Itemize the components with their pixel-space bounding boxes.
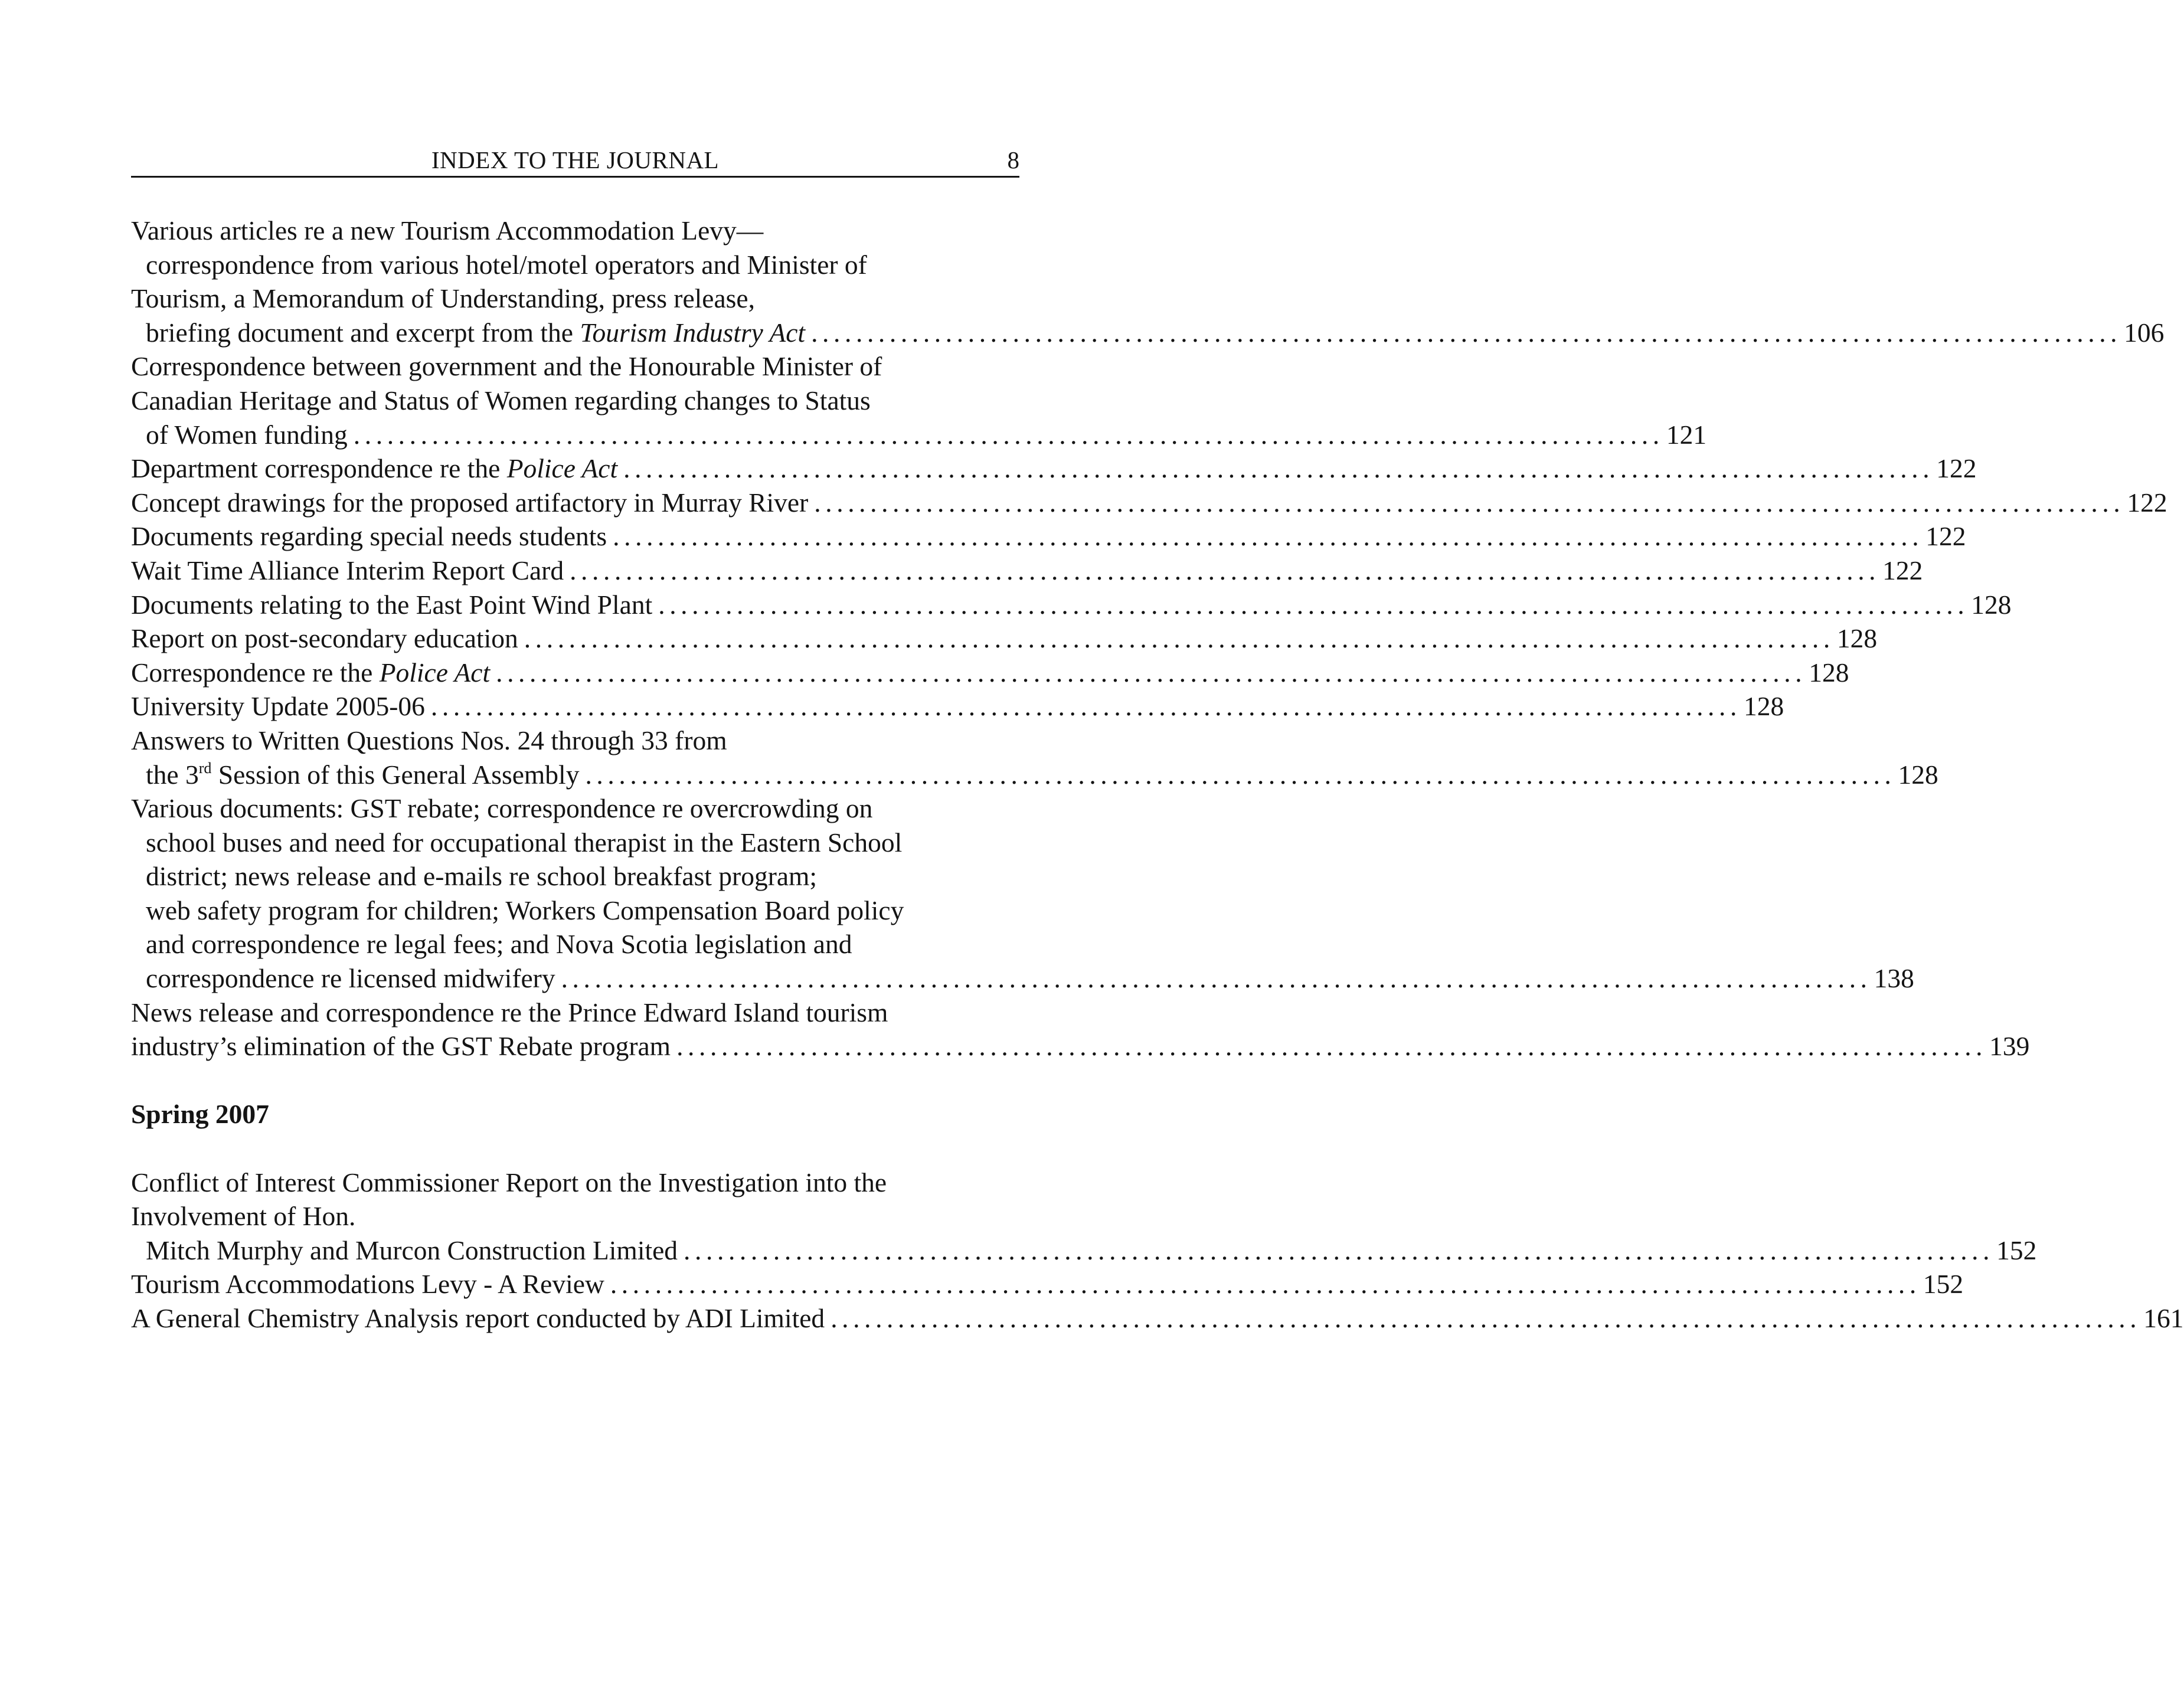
- entry-leader-line: [131, 1267, 1964, 1301]
- entry-text: Documents relating to the East Point Wind Plant: [131, 589, 653, 620]
- leader-dots: .....................................................................................................................: [496, 657, 1807, 688]
- entry-page-number: 128: [1809, 657, 1849, 688]
- entry-page-number: 139: [1989, 1031, 2030, 1062]
- entry-page-number: 106: [2124, 317, 2165, 348]
- entry-line: Correspondence between government and the Honourable Minister of: [131, 351, 882, 382]
- entry-text: A General Chemistry Analysis report conducted by ADI Limited: [131, 1303, 825, 1333]
- index-entry: [131, 486, 2167, 520]
- header-page-number: 8: [1007, 146, 1019, 174]
- index-entry: [131, 621, 1878, 656]
- entry-text: Documents regarding special needs students: [131, 521, 607, 552]
- entry-page-number: 152: [1996, 1235, 2037, 1265]
- entry-italic-text: Police Act: [379, 657, 491, 688]
- entry-page-number: 122: [2127, 487, 2167, 518]
- entry-page-number: 128: [1971, 589, 2012, 620]
- index-entry: [131, 214, 2165, 349]
- entry-page-number: 161: [2143, 1303, 2184, 1333]
- leader-dots: .....................................................................................................................: [430, 691, 1741, 722]
- entry-text: Mitch Murphy and Murcon Construction Limited: [146, 1235, 678, 1265]
- entry-leader-line: [131, 588, 2012, 622]
- entry-page-number: 128: [1743, 691, 1784, 722]
- entry-text: Session of this General Assembly: [211, 759, 580, 790]
- entry-line: and correspondence re legal fees; and Nova Scotia legislation and: [146, 929, 852, 960]
- entry-leader-line: [131, 519, 1966, 554]
- entry-text: Department correspondence re the: [131, 453, 507, 484]
- entry-page-number: 122: [1882, 555, 1923, 585]
- entry-page-number: 128: [1836, 623, 1878, 654]
- leader-dots: .....................................................................................................................: [561, 963, 1872, 994]
- entry-page-number: 152: [1923, 1269, 1964, 1300]
- index-entry: [131, 656, 1849, 690]
- entry-line: Various articles re a new Tourism Accommodation Levy—: [131, 215, 764, 246]
- entry-page-number: 121: [1666, 419, 1707, 450]
- entry-text: Tourism Accommodations Levy - A Review: [131, 1269, 604, 1300]
- entry-leader-line: [131, 486, 2167, 520]
- entry-line: Involvement of Hon.: [131, 1201, 356, 1232]
- index-entry: [131, 554, 1923, 588]
- index-entry: [131, 1267, 1964, 1301]
- entry-line: district; news release and e-mails re school breakfast program;: [146, 861, 818, 892]
- entry-text: industry’s elimination of the GST Rebate program: [131, 1031, 671, 1062]
- entry-leader-line: [131, 1233, 2037, 1268]
- entry-page-number: 138: [1874, 963, 1914, 994]
- entry-text: Report on post-secondary education: [131, 623, 518, 654]
- leader-dots: .....................................................................................................................: [613, 521, 1924, 552]
- entry-leader-line: [131, 1029, 2030, 1063]
- entry-line: Various documents: GST rebate; correspondence re overcrowding on: [131, 793, 873, 824]
- entry-line: Conflict of Interest Commissioner Report on the Investigation into the: [131, 1167, 887, 1197]
- leader-dots: .....................................................................................................................: [623, 453, 1934, 484]
- index-entry: [131, 588, 2012, 622]
- entry-line: correspondence from various hotel/motel operators and Minister of: [146, 249, 867, 280]
- section-heading: Spring 2007: [131, 1099, 269, 1130]
- entry-line: Answers to Written Questions Nos. 24 through 33 from: [131, 725, 727, 755]
- leader-dots: .....................................................................................................................: [811, 317, 2122, 348]
- leader-dots: .....................................................................................................................: [676, 1031, 1987, 1062]
- entry-text: Correspondence re the: [131, 657, 380, 688]
- entry-text: of Women funding: [146, 419, 348, 450]
- index-entry: [131, 724, 1938, 791]
- header-title: INDEX TO THE JOURNAL: [431, 146, 720, 174]
- leader-dots: .....................................................................................................................: [831, 1303, 2142, 1333]
- entry-page-number: 128: [1898, 759, 1938, 790]
- leader-dots: .....................................................................................................................: [585, 759, 1896, 790]
- index-entry: [131, 519, 1966, 554]
- entry-leader-line: [131, 656, 1849, 690]
- entry-leader-line: [131, 1301, 2184, 1336]
- entry-page-number: 122: [1936, 453, 1977, 484]
- leader-dots: .....................................................................................................................: [658, 589, 1969, 620]
- entry-leader-line: [131, 758, 1938, 792]
- leader-dots: .....................................................................................................................: [353, 419, 1664, 450]
- index-entry: [131, 791, 1914, 996]
- entry-line: school buses and need for occupational therapist in the Eastern School: [146, 827, 903, 858]
- entry-text: the 3: [146, 759, 199, 790]
- entry-leader-line: [131, 418, 1707, 452]
- entry-leader-line: [131, 961, 1914, 996]
- entry-leader-line: [131, 451, 1977, 486]
- entry-italic-text: Police Act: [506, 453, 618, 484]
- entry-text: briefing document and excerpt from the: [146, 317, 580, 348]
- leader-dots: .....................................................................................................................: [684, 1235, 1995, 1265]
- entry-page-number: 122: [1925, 521, 1966, 552]
- index-entry: [131, 1301, 2184, 1336]
- leader-dots: .....................................................................................................................: [814, 487, 2125, 518]
- index-entry: [131, 451, 1977, 486]
- entry-text: correspondence re licensed midwifery: [146, 963, 555, 994]
- entry-line: web safety program for children; Workers Compensation Board policy: [146, 895, 904, 925]
- entry-line: News release and correspondence re the Prince Edward Island tourism: [131, 997, 888, 1027]
- index-entry: [131, 689, 1784, 724]
- index-content: [131, 214, 2184, 1336]
- leader-dots: .....................................................................................................................: [570, 555, 1881, 585]
- entry-line: Canadian Heritage and Status of Women regarding changes to Status: [131, 385, 871, 415]
- leader-dots: .....................................................................................................................: [610, 1269, 1921, 1300]
- page-header: [131, 144, 1019, 178]
- index-entry: [131, 349, 1707, 451]
- entry-leader-line: [131, 316, 2165, 350]
- entry-line: Tourism, a Memorandum of Understanding, press release,: [131, 283, 755, 314]
- entry-leader-line: [131, 621, 1878, 656]
- ordinal-suffix: rd: [198, 759, 212, 777]
- entry-text: Concept drawings for the proposed artifactory in Murray River: [131, 487, 809, 518]
- index-entry: [131, 996, 2030, 1063]
- entry-leader-line: [131, 689, 1784, 724]
- entry-text: University Update 2005-06: [131, 691, 425, 722]
- entry-leader-line: [131, 554, 1923, 588]
- entry-italic-text: Tourism Industry Act: [580, 317, 806, 348]
- leader-dots: .....................................................................................................................: [524, 623, 1835, 654]
- index-entry: [131, 1166, 2037, 1268]
- entry-text: Wait Time Alliance Interim Report Card: [131, 555, 564, 585]
